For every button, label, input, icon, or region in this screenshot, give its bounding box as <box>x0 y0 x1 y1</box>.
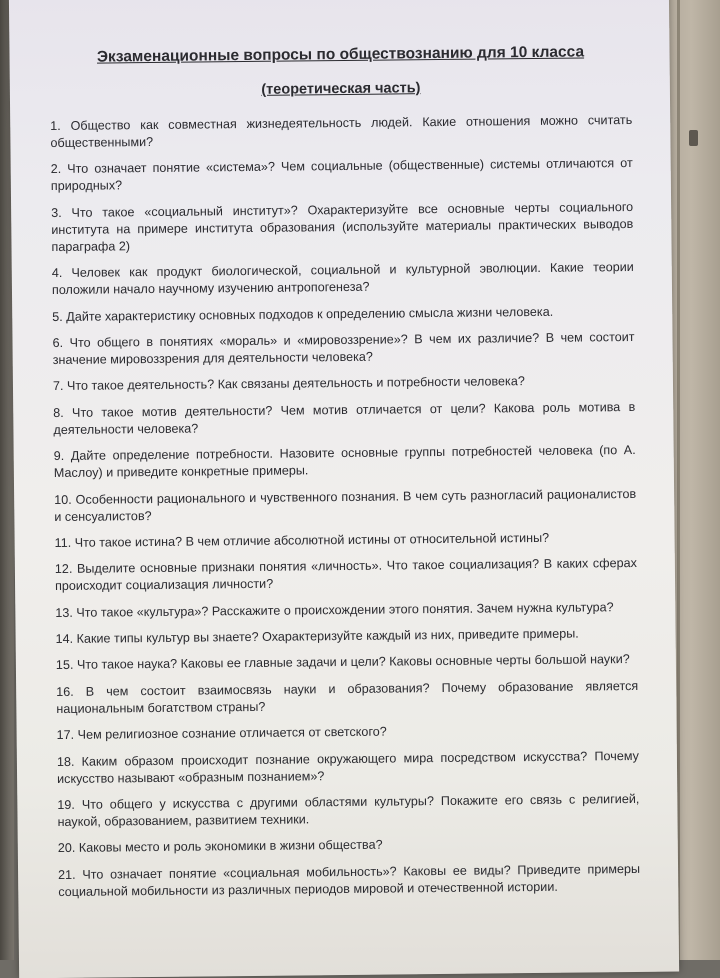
question-item <box>50 112 632 152</box>
question-text: 11. Что такое истина? В чем отличие абсолютной истины от относительной истины? <box>54 530 550 550</box>
question-item <box>51 199 634 256</box>
question-text: 13. Что такое «культура»? Расскажите о происхождении этого понятия. Зачем нужна культура? <box>55 599 614 620</box>
question-text: 19. Что общего у искусства с другими областями культуры? Покажите его связь с религией, наукой, образованием, развитием техники. <box>57 791 640 830</box>
question-text: 14. Какие типы культур вы знаете? Охарактеризуйте каждый из них, приведите примеры. <box>55 626 579 647</box>
question-item <box>56 678 638 718</box>
question-text: 10. Особенности рационального и чувственного познания. В чем суть разногласий рационалистов и сенсуалистов? <box>54 486 637 524</box>
question-text: 4. Человек как продукт биологической, социальной и культурной эволюции. Какие теории положили начало научному изучению антропогенеза? <box>51 260 634 298</box>
question-item <box>52 329 634 369</box>
question-text: 15. Что такое наука? Каковы ее главные задачи и цели? Каковы основные черты большой науки? <box>55 652 630 673</box>
question-item <box>51 155 633 195</box>
question-text: 20. Каковы место и роль экономики в жизни общества? <box>57 838 383 856</box>
question-text: 6. Что общего в понятиях «мораль» и «мировоззрение»? В чем их различие? В чем состоит значение мировоззрения для деятельности человека? <box>52 329 635 367</box>
question-text: 5. Дайте характеристику основных подходов к определению смысла жизни человека. <box>52 304 554 324</box>
question-item <box>55 599 637 622</box>
question-text: 9. Дайте определение потребности. Назовите основные группы потребностей человека (по А. Маслоу) и приведите конкретные примеры. <box>53 443 636 481</box>
paper-sheet <box>9 0 679 978</box>
question-list <box>50 112 640 901</box>
question-item <box>56 625 638 648</box>
question-text: 12. Выделите основные признаки понятия «личность». Что такое социализация? В каких сферах происходит социализация личности? <box>54 556 637 594</box>
question-item <box>52 259 634 299</box>
question-item <box>57 721 639 744</box>
question-text: 2. Что означает понятие «система»? Чем социальные (общественные) системы отличаются от природных? <box>50 156 633 194</box>
question-item <box>52 303 634 326</box>
question-text: 16. В чем состоит взаимосвязь науки и образования? Почему образование является национальным богатством страны? <box>56 678 639 716</box>
door-handle <box>689 130 698 146</box>
question-text: 18. Каким образом происходит познание окружающего мира посредством искусства? Почему искусство называют «образным познанием»? <box>56 748 639 786</box>
question-text: 3. Что такое «социальный институт»? Охарактеризуйте все основные черты социального института на примере института образования (используйте материалы практических выводов параграфа 2) <box>51 199 634 254</box>
question-text: 7. Что такое деятельность? Как связаны деятельность и потребности человека? <box>52 374 525 394</box>
question-item <box>58 861 640 901</box>
question-item <box>55 555 637 595</box>
question-item <box>56 651 638 674</box>
question-item <box>58 834 640 857</box>
question-item <box>53 372 635 395</box>
question-item <box>54 442 636 482</box>
document-content <box>49 42 640 910</box>
question-item <box>57 748 639 788</box>
question-item <box>57 791 639 831</box>
question-text: 17. Чем религиозное сознание отличается от светского? <box>56 724 387 743</box>
question-item <box>53 399 635 439</box>
document-subtitle: (теоретическая часть) <box>261 80 421 98</box>
question-text: 8. Что такое мотив деятельности? Чем мотив отличается от цели? Какова роль мотива в деятельности человека? <box>53 399 636 437</box>
question-text: 21. Что означает понятие «социальная мобильность»? Каковы ее виды? Приведите примеры социальной мобильности из различных периодов мировой и отечественной истории. <box>58 861 641 899</box>
question-item <box>55 529 637 552</box>
document-title: Экзаменационные вопросы по обществознанию для 10 класса <box>96 43 585 66</box>
question-item <box>54 485 636 525</box>
question-text: 1. Общество как совместная жизнедеятельность людей. Какие отношения можно считать общественными? <box>50 112 633 151</box>
